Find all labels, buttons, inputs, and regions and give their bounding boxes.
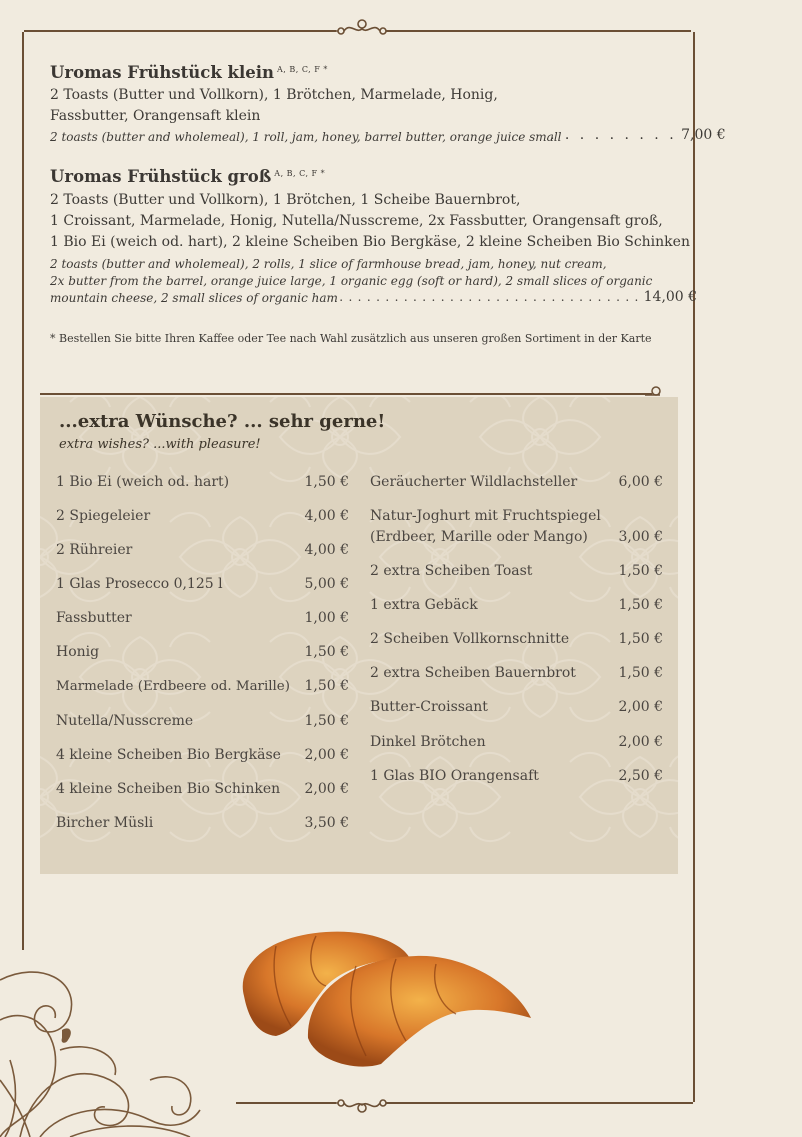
breakfast-large-allergens: A, B, C, F * (274, 169, 326, 178)
extras-right-item: Natur-Joghurt mit Fruchtspiegel (Erdbeer, Marille oder Mango) 3,00 € (370, 508, 663, 545)
extras-subtitle: extra wishes? ...with pleasure! (59, 437, 261, 452)
extras-left-item: Nutella/Nusscreme 1,50 € (56, 713, 349, 729)
extras-right-item: Butter-Croissant 2,00 € (370, 699, 663, 715)
extras-left-item: 4 kleine Scheiben Bio Schinken 2,00 € (56, 781, 349, 797)
extras-title: ...extra Wünsche? ... sehr gerne! (59, 411, 386, 432)
extras-left-item: 1 Bio Ei (weich od. hart) 1,50 € (56, 474, 349, 490)
extras-right-item: 2 Scheiben Vollkornschnitte 1,50 € (370, 631, 663, 647)
extras-left-item: 4 kleine Scheiben Bio Bergkäse 2,00 € (56, 747, 349, 763)
swirl-ornament-icon (0, 960, 240, 1137)
breakfast-large-description-de: 2 Toasts (Butter und Vollkorn), 1 Brötchen, 1 Scheibe Bauernbrot, 1 Croissant, Marmelade, Honig, Nutella/Nusscreme, 2x Fassbutter, Orangensaft groß, 1 Bio Ei (weich od. hart), 2 kleine Scheiben Bio Bergkäse, 2 kleine Scheiben Bio Schinken (50, 192, 690, 250)
extras-right-item: Dinkel Brötchen 2,00 € (370, 734, 663, 750)
breakfast-small-price-line: . . . . . . . . . 7,00 € (550, 127, 726, 143)
extras-left-item: Marmelade (Erdbeere od. Marille) 1,50 € (56, 678, 349, 694)
breakfast-small-description-de: 2 Toasts (Butter und Vollkorn), 1 Brötchen, Marmelade, Honig, Fassbutter, Orangensaft klein (50, 87, 498, 124)
extras-left-item: Bircher Müsli 3,50 € (56, 815, 349, 831)
croissant-image-icon (236, 926, 536, 1072)
extras-left-item: Fassbutter 1,00 € (56, 610, 349, 626)
extras-right-item: 1 Glas BIO Orangensaft 2,50 € (370, 768, 663, 784)
extras-panel (40, 397, 678, 874)
ornament-bottom-icon (332, 1090, 392, 1116)
breakfast-small-price: 7,00 € (681, 127, 726, 143)
breakfast-large-description-en: 2 toasts (butter and wholemeal), 2 rolls, 1 slice of farmhouse bread, jam, honey, nut cream, 2x butter from the barrel, orange juice large, 1 organic egg (soft or hard), 2 small slices of organic mountain cheese, 2 small slices of organic ham (50, 257, 653, 305)
extras-left-item: 2 Spiegeleier 4,00 € (56, 508, 349, 524)
extras-left-item: 2 Rühreier 4,00 € (56, 542, 349, 558)
breakfast-large-price: 14,00 € (643, 289, 698, 305)
extras-right-item: 2 extra Scheiben Bauernbrot 1,50 € (370, 665, 663, 681)
breakfast-large-price-line: . . . . . . . . . . . . . . . . . . . . . . . . . . . . . . . . . . 14,00 € (330, 289, 698, 305)
extras-right-item: Geräucherter Wildlachsteller 6,00 € (370, 474, 663, 490)
breakfast-large-title: Uromas Frühstück groß $^{A, B, C, F *}$ (50, 167, 326, 186)
ornament-top-icon (332, 16, 392, 42)
extras-right-item: 2 extra Scheiben Toast 1,50 € (370, 563, 663, 579)
breakfast-small-description-en: 2 toasts (butter and wholemeal), 1 roll, jam, honey, barrel butter, orange juice small (50, 130, 562, 144)
breakfast-small-allergens: A, B, C, F * (276, 65, 328, 74)
order-note: * Bestellen Sie bitte Ihren Kaffee oder Tee nach Wahl zusätzlich aus unseren großen Sortiment in der Karte (50, 332, 652, 345)
breakfast-small-title: Uromas Frühstück klein $^{A, B, C, F *}$ (50, 63, 328, 82)
extras-left-item: Honig 1,50 € (56, 644, 349, 660)
extras-left-item: 1 Glas Prosecco 0,125 l 5,00 € (56, 576, 349, 592)
extras-right-item: 1 extra Gebäck 1,50 € (370, 597, 663, 613)
